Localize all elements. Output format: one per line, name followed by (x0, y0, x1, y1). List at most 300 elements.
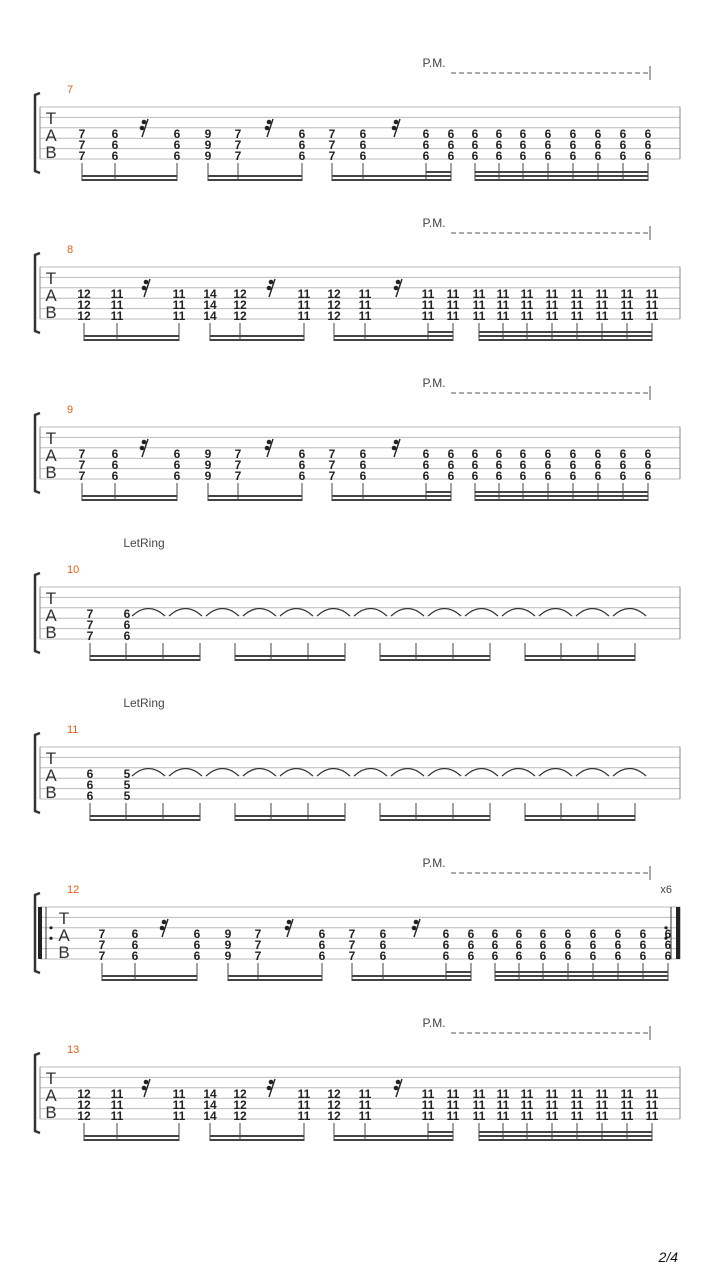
tie-arc (354, 769, 387, 777)
fret-number: 11 (545, 1098, 559, 1112)
fret-number: 9 (204, 458, 212, 472)
fret-number: 6 (422, 127, 430, 141)
tie-arc (502, 769, 535, 777)
rest-dot (396, 280, 401, 285)
rest-dot (142, 120, 147, 125)
rest-dot (142, 1086, 147, 1091)
fret-number: 7 (86, 629, 94, 643)
beam-secondary (334, 335, 453, 337)
fret-number: 11 (620, 1098, 634, 1112)
rest-dot (265, 126, 270, 131)
tie-arc (576, 609, 609, 617)
fret-number: 6 (422, 469, 430, 483)
fret-number: 11 (446, 1109, 460, 1123)
beam (208, 179, 302, 181)
fret-number: 11 (110, 1087, 124, 1101)
repeat-dot (49, 926, 52, 929)
fret-number: 6 (519, 138, 527, 152)
fret-number: 12 (77, 309, 91, 323)
fret-number: 11 (472, 287, 486, 301)
fret-number: 11 (110, 298, 124, 312)
beam-secondary (475, 175, 648, 177)
fret-number: 11 (645, 309, 659, 323)
rest-dot (144, 1080, 149, 1085)
fret-number: 12 (77, 287, 91, 301)
beam-secondary (90, 655, 200, 657)
fret-number: 7 (348, 938, 356, 952)
beam (334, 339, 453, 341)
fret-number: 6 (564, 938, 572, 952)
repeat-end-thick (676, 907, 680, 959)
fret-number: 6 (569, 149, 577, 163)
tie-arc (169, 769, 202, 777)
rest-dot (267, 286, 272, 291)
fret-number: 6 (318, 949, 326, 963)
fret-number: 7 (234, 138, 242, 152)
fret-number: 11 (446, 287, 460, 301)
tab-system-10 (35, 536, 680, 661)
fret-number: 6 (495, 469, 503, 483)
beam (84, 339, 179, 341)
fret-number: 7 (254, 949, 262, 963)
fret-number: 11 (520, 1098, 534, 1112)
fret-number: 6 (471, 447, 479, 461)
fret-number: 6 (111, 447, 119, 461)
tie-arc (539, 769, 572, 777)
rest-dot (287, 920, 292, 925)
palm-mute-label: P.M. (422, 216, 446, 230)
beam-secondary (380, 815, 490, 817)
fret-number: 6 (111, 458, 119, 472)
fret-number: 11 (496, 1098, 510, 1112)
beam-secondary (84, 335, 179, 337)
fret-number: 6 (619, 149, 627, 163)
fret-number: 11 (645, 287, 659, 301)
tie-arc (613, 609, 646, 617)
fret-number: 6 (193, 949, 201, 963)
fret-number: 6 (318, 938, 326, 952)
fret-number: 11 (496, 298, 510, 312)
palm-mute-label: P.M. (422, 1016, 446, 1030)
fret-number: 6 (298, 149, 306, 163)
fret-number: 11 (570, 1098, 584, 1112)
tab-letter: T (45, 269, 57, 288)
beam (82, 179, 177, 181)
tie-arc (539, 609, 572, 617)
beam (82, 499, 177, 501)
fret-number: 9 (204, 447, 212, 461)
tab-letter: T (45, 749, 57, 768)
fret-number: 9 (204, 127, 212, 141)
fret-number: 11 (297, 1087, 311, 1101)
fret-number: 6 (359, 127, 367, 141)
beam-secondary (235, 815, 345, 817)
tab-system-12 (35, 856, 680, 981)
fret-number: 6 (471, 138, 479, 152)
fret-number: 6 (619, 127, 627, 141)
fret-number: 7 (98, 927, 106, 941)
beam (352, 979, 471, 981)
fret-number: 6 (467, 927, 475, 941)
fret-number: 12 (77, 1098, 91, 1112)
fret-number: 7 (328, 469, 336, 483)
fret-number: 11 (172, 298, 186, 312)
beam (525, 659, 635, 661)
tie-arc (206, 609, 239, 617)
fret-number: 11 (472, 1109, 486, 1123)
beam (102, 979, 197, 981)
fret-number: 7 (254, 927, 262, 941)
fret-number: 6 (619, 138, 627, 152)
fret-number: 11 (421, 287, 435, 301)
fret-number: 6 (467, 949, 475, 963)
system-bracket (35, 733, 40, 813)
palm-mute-label: P.M. (422, 56, 446, 70)
fret-number: 11 (446, 1098, 460, 1112)
fret-number: 6 (569, 138, 577, 152)
fret-number: 11 (472, 309, 486, 323)
fret-number: 11 (570, 309, 584, 323)
rest-dot (394, 120, 399, 125)
tie-arc (391, 769, 424, 777)
fret-number: 7 (328, 149, 336, 163)
tab-system-7 (35, 56, 680, 181)
fret-number: 11 (520, 287, 534, 301)
rest-dot (267, 440, 272, 445)
fret-number: 11 (297, 1098, 311, 1112)
fret-number: 9 (224, 949, 232, 963)
fret-number: 7 (254, 938, 262, 952)
fret-number: 6 (123, 618, 131, 632)
rest-dot (162, 920, 167, 925)
fret-number: 11 (421, 1098, 435, 1112)
beam-tertiary (479, 1131, 652, 1133)
fret-number: 14 (203, 1109, 217, 1123)
tab-letter: T (45, 109, 57, 128)
rest-dot (394, 1086, 399, 1091)
fret-number: 7 (328, 447, 336, 461)
fret-number: 11 (358, 1109, 372, 1123)
fret-number: 6 (639, 949, 647, 963)
fret-number: 12 (77, 1087, 91, 1101)
tie-arc (317, 769, 350, 777)
system-bracket (35, 253, 40, 333)
fret-number: 6 (131, 927, 139, 941)
fret-number: 14 (203, 298, 217, 312)
fret-number: 11 (520, 1109, 534, 1123)
fret-number: 6 (614, 938, 622, 952)
fret-number: 11 (620, 309, 634, 323)
measure-number: 11 (67, 724, 79, 736)
fret-number: 6 (123, 607, 131, 621)
fret-number: 7 (348, 927, 356, 941)
fret-number: 11 (446, 1087, 460, 1101)
tab-system-13 (35, 1016, 680, 1141)
fret-number: 7 (348, 949, 356, 963)
fret-number: 6 (515, 949, 523, 963)
fret-number: 7 (234, 149, 242, 163)
fret-number: 12 (77, 1109, 91, 1123)
fret-number: 6 (644, 127, 652, 141)
beam (210, 1139, 304, 1141)
tab-letter: A (58, 926, 70, 945)
measure-number: 13 (67, 1044, 80, 1056)
system-bracket (35, 573, 40, 653)
fret-number: 6 (544, 447, 552, 461)
fret-number: 6 (594, 149, 602, 163)
fret-number: 11 (110, 309, 124, 323)
fret-number: 6 (664, 927, 672, 941)
tie-arc (465, 609, 498, 617)
fret-number: 7 (86, 607, 94, 621)
fret-number: 14 (203, 309, 217, 323)
beam (479, 339, 652, 341)
fret-number: 6 (298, 127, 306, 141)
tab-system-9 (35, 376, 680, 501)
fret-number: 7 (78, 127, 86, 141)
tab-letter: T (45, 429, 57, 448)
fret-number: 7 (328, 458, 336, 472)
fret-number: 6 (173, 469, 181, 483)
fret-number: 11 (570, 287, 584, 301)
fret-number: 5 (123, 778, 131, 792)
tie-arc (576, 769, 609, 777)
beam-secondary (84, 1135, 179, 1137)
beam-secondary (102, 975, 197, 977)
fret-number: 12 (233, 287, 247, 301)
palm-mute-label: P.M. (422, 856, 446, 870)
tab-letter: A (45, 286, 57, 305)
fret-number: 7 (234, 447, 242, 461)
fret-number: 6 (519, 149, 527, 163)
fret-number: 11 (496, 309, 510, 323)
beam-secondary (228, 975, 322, 977)
fret-number: 6 (471, 458, 479, 472)
tab-letter: A (45, 766, 57, 785)
fret-number: 11 (472, 298, 486, 312)
fret-number: 11 (297, 298, 311, 312)
rest-dot (140, 126, 145, 131)
fret-number: 6 (471, 149, 479, 163)
page-number: 2/4 (658, 1249, 678, 1265)
fret-number: 14 (203, 1098, 217, 1112)
rest-dot (144, 280, 149, 285)
fret-number: 7 (78, 138, 86, 152)
fret-number: 6 (86, 767, 94, 781)
fret-number: 6 (664, 938, 672, 952)
fret-number: 11 (358, 309, 372, 323)
fret-number: 11 (595, 309, 609, 323)
fret-number: 11 (595, 298, 609, 312)
beam (475, 179, 648, 181)
beam-tertiary (428, 1131, 453, 1133)
beam-secondary (208, 495, 302, 497)
fret-number: 6 (111, 127, 119, 141)
fret-number: 11 (545, 1087, 559, 1101)
fret-number: 9 (224, 938, 232, 952)
fret-number: 12 (233, 1109, 247, 1123)
fret-number: 6 (359, 447, 367, 461)
beam-secondary (332, 175, 451, 177)
fret-number: 11 (496, 287, 510, 301)
tie-arc (243, 609, 276, 617)
fret-number: 6 (519, 127, 527, 141)
fret-number: 6 (298, 138, 306, 152)
beam (228, 979, 322, 981)
beam (380, 659, 490, 661)
fret-number: 6 (619, 447, 627, 461)
fret-number: 6 (173, 127, 181, 141)
fret-number: 6 (298, 458, 306, 472)
system-bracket (35, 413, 40, 493)
fret-number: 6 (544, 149, 552, 163)
fret-number: 11 (520, 298, 534, 312)
fret-number: 11 (545, 287, 559, 301)
fret-number: 7 (78, 458, 86, 472)
beam-secondary (210, 335, 304, 337)
fret-number: 11 (110, 1109, 124, 1123)
fret-number: 11 (545, 309, 559, 323)
fret-number: 6 (519, 458, 527, 472)
fret-number: 9 (204, 149, 212, 163)
fret-number: 6 (359, 149, 367, 163)
tab-letter: B (45, 623, 57, 642)
beam-secondary (475, 495, 648, 497)
beam-secondary (332, 495, 451, 497)
fret-number: 11 (570, 1109, 584, 1123)
fret-number: 6 (515, 938, 523, 952)
tab-letter: B (45, 1103, 57, 1122)
rest-dot (160, 926, 165, 931)
tie-arc (280, 769, 313, 777)
tie-arc (428, 769, 461, 777)
beam (495, 979, 668, 981)
tie-arc (132, 609, 165, 617)
beam-tertiary (428, 331, 453, 333)
fret-number: 6 (471, 469, 479, 483)
tab-letter: A (45, 606, 57, 625)
fret-number: 7 (328, 138, 336, 152)
fret-number: 11 (172, 1109, 186, 1123)
tab-system-11 (35, 696, 680, 821)
beam-secondary (479, 335, 652, 337)
fret-number: 6 (123, 629, 131, 643)
fret-number: 6 (594, 138, 602, 152)
fret-number: 6 (422, 138, 430, 152)
fret-number: 11 (110, 1098, 124, 1112)
fret-number: 6 (594, 469, 602, 483)
rest-dot (414, 920, 419, 925)
beam (525, 819, 635, 821)
measure-number: 7 (67, 84, 74, 96)
fret-number: 6 (544, 458, 552, 472)
system-bracket (35, 93, 40, 173)
beam (475, 499, 648, 501)
fret-number: 6 (644, 458, 652, 472)
tie-arc (428, 609, 461, 617)
tie-arc (502, 609, 535, 617)
fret-number: 11 (570, 1087, 584, 1101)
rest-dot (394, 440, 399, 445)
beam-tertiary (426, 171, 451, 173)
tie-arc (206, 769, 239, 777)
fret-number: 11 (172, 309, 186, 323)
fret-number: 11 (421, 1087, 435, 1101)
fret-number: 6 (131, 949, 139, 963)
let-ring-label: LetRing (123, 696, 165, 710)
fret-number: 6 (442, 927, 450, 941)
fret-number: 6 (173, 149, 181, 163)
measure-number: 12 (67, 884, 80, 896)
fret-number: 7 (98, 949, 106, 963)
fret-number: 6 (173, 458, 181, 472)
fret-number: 7 (328, 127, 336, 141)
beam-secondary (352, 975, 471, 977)
fret-number: 11 (172, 1087, 186, 1101)
fret-number: 6 (594, 127, 602, 141)
rest-dot (142, 286, 147, 291)
beam-tertiary (479, 331, 652, 333)
tie-arc (391, 609, 424, 617)
fret-number: 11 (446, 309, 460, 323)
fret-number: 6 (447, 149, 455, 163)
fret-number: 6 (539, 938, 547, 952)
rest-dot (394, 286, 399, 291)
fret-number: 11 (172, 287, 186, 301)
let-ring-label: LetRing (123, 536, 165, 550)
fret-number: 7 (78, 447, 86, 461)
fret-number: 11 (545, 1109, 559, 1123)
fret-number: 6 (539, 927, 547, 941)
fret-number: 9 (224, 927, 232, 941)
fret-number: 12 (233, 298, 247, 312)
fret-number: 6 (594, 458, 602, 472)
fret-number: 11 (421, 298, 435, 312)
fret-number: 6 (544, 469, 552, 483)
beam-secondary (82, 175, 177, 177)
beam-secondary (235, 655, 345, 657)
fret-number: 6 (564, 949, 572, 963)
fret-number: 6 (619, 469, 627, 483)
system-bracket (35, 1053, 40, 1133)
rest-dot (396, 1080, 401, 1085)
tab-letter: T (58, 909, 70, 928)
fret-number: 6 (447, 458, 455, 472)
tie-arc (354, 609, 387, 617)
fret-number: 6 (594, 447, 602, 461)
fret-number: 6 (639, 938, 647, 952)
tie-arc (132, 769, 165, 777)
rest-dot (269, 280, 274, 285)
fret-number: 11 (645, 1109, 659, 1123)
fret-number: 6 (495, 458, 503, 472)
beam (208, 499, 302, 501)
rest-dot (267, 1086, 272, 1091)
repeat-start-thick (38, 907, 42, 959)
fret-number: 11 (595, 1098, 609, 1112)
fret-number: 6 (173, 447, 181, 461)
fret-number: 7 (234, 469, 242, 483)
fret-number: 11 (358, 1087, 372, 1101)
tie-arc (243, 769, 276, 777)
fret-number: 6 (379, 938, 387, 952)
rest-dot (392, 446, 397, 451)
fret-number: 6 (298, 447, 306, 461)
fret-number: 6 (86, 789, 94, 803)
fret-number: 6 (111, 149, 119, 163)
fret-number: 12 (327, 1087, 341, 1101)
repeat-count: x6 (660, 884, 672, 896)
